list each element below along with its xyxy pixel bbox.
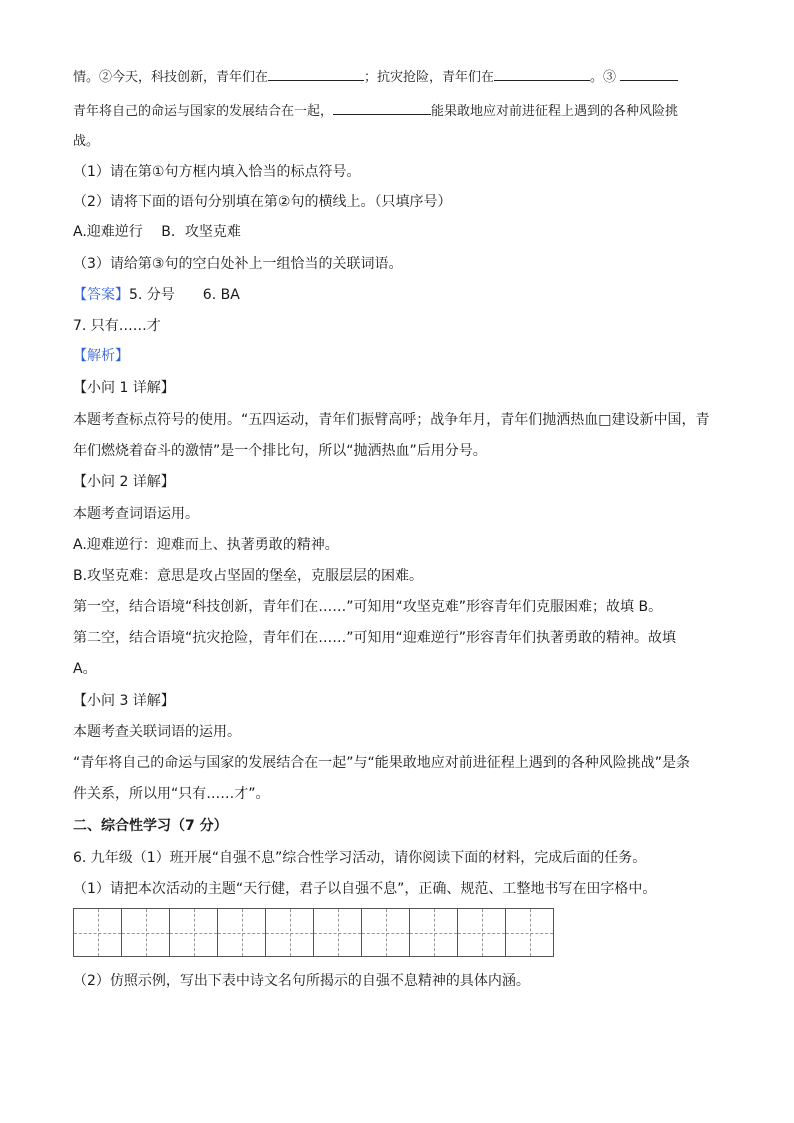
passage-text: 青年将自己的命运与国家的发展结合在一起，	[73, 104, 334, 119]
answer-tag: 【答案】	[73, 287, 129, 303]
question-3: （3）请给第③句的空白处补上一组恰当的关联词语。	[73, 256, 403, 272]
subquestion-3-title: 【小问 3 详解】	[73, 693, 175, 709]
blank-2	[494, 66, 590, 81]
analysis-text: A.迎难逆行：迎难而上、执著勇敢的精神。	[73, 537, 339, 553]
subquestion-1-title: 【小问 1 详解】	[73, 380, 175, 396]
tianzige-cell[interactable]	[457, 908, 506, 957]
tianzige-cell[interactable]	[313, 908, 362, 957]
analysis-text: 第二空，结合语境“抗灾抢险，青年们在……”可知用“迎难逆行”形容青年们执著勇敢的精神。故填	[73, 630, 677, 646]
analysis-text: 本题考查关联词语的运用。	[73, 724, 241, 740]
analysis-text: “青年将自己的命运与国家的发展结合在一起”与“能果敢地应对前进征程上遇到的各种风险挑战”是条	[73, 755, 691, 771]
analysis-text: B.攻坚克难：意思是攻占坚固的堡垒，克服层层的困难。	[73, 568, 424, 584]
blank-1	[268, 66, 364, 81]
subquestion-2-title: 【小问 2 详解】	[73, 474, 175, 490]
question-2: （2）请将下面的语句分别填在第②句的横线上。（只填序号）	[73, 194, 452, 210]
tianzige-cell[interactable]	[505, 908, 554, 957]
question-6-1: （1）请把本次活动的主题“天行健，君子以自强不息”，正确、规范、工整地书写在田字格中。	[73, 881, 657, 897]
question-6: 6. 九年级（1）班开展“自强不息”综合性学习活动，请你阅读下面的材料，完成后面的任务。	[73, 850, 647, 866]
passage-text: 能果敢地应对前进征程上遇到的各种风险挑	[431, 104, 679, 119]
passage-line-1	[73, 66, 678, 88]
analysis-text: 件关系，所以用“只有……才”。	[73, 786, 270, 802]
answer-7: 7. 只有……才	[73, 318, 161, 334]
passage-line-2	[73, 100, 678, 122]
section-title: 二、综合性学习（7 分）	[73, 818, 228, 834]
tianzige-cell[interactable]	[265, 908, 314, 957]
blank-3	[620, 66, 678, 81]
passage-line-3: 战。	[73, 134, 100, 149]
analysis-text: 年们燃烧着奋斗的激情”是一个排比句，所以“抛洒热血”后用分号。	[73, 443, 487, 459]
passage-text: ；抗灾抢险，青年们在	[364, 70, 495, 85]
analysis-text: 本题考查词语运用。	[73, 506, 199, 522]
question-1: （1）请在第①句方框内填入恰当的标点符号。	[73, 164, 361, 180]
tianzige-cell[interactable]	[217, 908, 266, 957]
passage-text: 情。②今天，科技创新，青年们在	[73, 70, 269, 85]
tianzige-grid[interactable]	[73, 908, 553, 957]
tianzige-cell[interactable]	[73, 908, 122, 957]
passage-text: 。③	[590, 70, 617, 85]
answer-line	[73, 285, 240, 305]
tianzige-cell[interactable]	[361, 908, 410, 957]
tianzige-cell[interactable]	[121, 908, 170, 957]
analysis-text: 本题考查标点符号的使用。“五四运动，青年们振臂高呼；战争年月，青年们抛洒热血□建设新中国，青	[73, 412, 710, 428]
question-6-2: （2）仿照示例，写出下表中诗文名句所揭示的自强不息精神的具体内涵。	[73, 973, 530, 989]
tianzige-cell[interactable]	[409, 908, 458, 957]
question-2-options: A.迎难逆行 B．攻坚克难	[73, 224, 241, 240]
analysis-tag: 【解析】	[73, 348, 129, 364]
analysis-text: A。	[73, 661, 97, 677]
blank-4	[333, 100, 431, 115]
analysis-text: 第一空，结合语境“科技创新，青年们在……”可知用“攻坚克难”形容青年们克服困难；故填 B。	[73, 599, 663, 615]
answer-text: 5. 分号 6. BA	[129, 287, 240, 303]
tianzige-cell[interactable]	[169, 908, 218, 957]
